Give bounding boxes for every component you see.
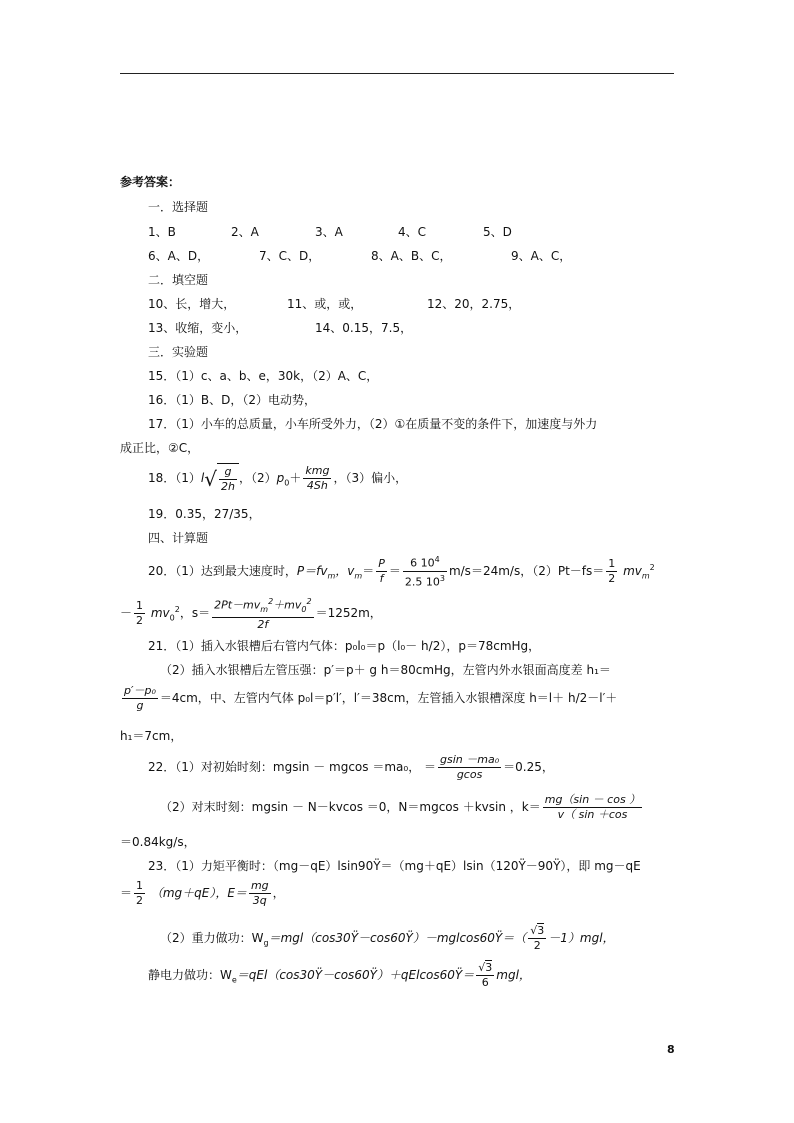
fraction [543, 793, 642, 822]
fraction-denominator: g [136, 699, 144, 712]
fraction [403, 553, 447, 589]
section-calculation: 四、计算题 [148, 531, 209, 545]
fill-answer: 12、20，2.75， [427, 297, 521, 311]
exponent: 4 [434, 555, 440, 565]
fraction-denominator [403, 572, 447, 590]
answer-20-line-1: 20．（1）达到最大速度时，$P=fv_m$，$v_m=$ $\frac{P}{f}$ ＝ $\frac{6 10^4}{2.5 10^3}$ m/s＝24m/s，（2）Pt－fs＝ $\frac{1}{2}$ $mv_m^2$ [148, 555, 655, 589]
answer-heading: 参考答案： [120, 175, 181, 189]
answer-17-line-1: 17．（1）小车的总质量，小车所受外力，（2）①在质量不变的条件下，加速度与外力 [148, 417, 598, 431]
q18-suffix: ，（3）偏小， [333, 471, 408, 485]
mc-answer: 4、C [398, 225, 427, 239]
answer-21-line-3 [120, 683, 617, 713]
answer-20-line-2: － $\frac{1}{2}$ $mv_0^2$，s＝ $\frac{2Pt-mv_m^2+mv_0^2}{2f}$ ＝1252m， [120, 597, 382, 631]
fraction [212, 595, 313, 632]
sqrt-body [217, 463, 239, 494]
answer-23-line-4 [148, 960, 531, 995]
fraction [376, 557, 387, 586]
fraction-denominator: 6 [481, 976, 489, 989]
radicand: 3 [485, 961, 493, 974]
fraction-numerator: mg（sin － cos ） [544, 793, 641, 806]
mc-answer: 5、D [483, 225, 512, 239]
q18-p0: p [276, 471, 285, 485]
header-rule [120, 73, 674, 74]
q20-text: ，s＝ [179, 606, 211, 620]
fraction-numerator [403, 553, 447, 572]
fraction-denominator: v（ sin ＋cos [557, 808, 628, 821]
fraction-denominator: 2 [136, 614, 144, 627]
q23-text: －1）mgl， [548, 931, 615, 945]
fraction-numerator: P [378, 557, 385, 570]
q20-eq: ＝ [388, 564, 401, 578]
q20-eq: ＝ [362, 564, 375, 578]
fraction [606, 557, 617, 586]
answer-16: 16．（1）B、D，（2）电动势， [148, 393, 317, 407]
subscript: e [231, 975, 237, 985]
fraction-numerator: gsin －ma₀ [440, 753, 500, 766]
fraction-numerator: p′－p₀ [124, 684, 156, 697]
mc-answer: 3、A [315, 225, 343, 239]
q22-text: （2）对末时刻：mgsin － N－kvcos ＝0，N＝mgcos ＋kvsin ，k＝ [160, 800, 541, 814]
fraction-numerator: 1 [136, 879, 144, 892]
fraction-numerator: $2Pt-mv_m^2+mv_0^2$ [212, 595, 313, 618]
q20-text: － [120, 606, 133, 620]
fraction [528, 924, 546, 953]
q23-text: ＝mgl（cos30Ÿ－cos60Ÿ）－mglcos60Ÿ＝（ [268, 931, 527, 945]
q23-text: ， [272, 886, 285, 900]
fraction-denominator: gcos [456, 768, 483, 781]
answer-23-line-2 [120, 878, 285, 908]
q20-eq: P＝fv [296, 564, 328, 578]
fraction-denominator: 4Sh [306, 479, 328, 492]
answer-23-line-1: 23．（1）力矩平衡时：（mg－qE）lsin90Ÿ＝（mg＋qE）lsin（120Ÿ－90Ÿ），即 mg－qE [148, 859, 641, 873]
mc-answer: 7、C、D， [259, 249, 321, 263]
mc-answer: 6、A、D， [148, 249, 210, 263]
fraction [249, 879, 271, 908]
mc-answer: 2、A [231, 225, 259, 239]
fraction-denominator: 2 [136, 894, 144, 907]
answer-22-line-1 [148, 752, 554, 782]
fraction-numerator: 1 [608, 557, 616, 570]
fill-answer: 13、收缩，变小， [148, 321, 248, 335]
answer-19: 19．0.35，27/35， [148, 507, 261, 521]
fraction-text: 6 10 [410, 557, 435, 570]
fraction [134, 599, 145, 628]
fraction [438, 753, 501, 782]
mc-answer: 8、A、B、C， [371, 249, 452, 263]
answer-22-line-2 [160, 792, 644, 822]
q18-mid: ，（2） [238, 471, 277, 485]
fraction-text: ＋mv [273, 598, 302, 612]
section-fill: 二．填空题 [148, 273, 209, 287]
fraction-text: 2Pt－mv [214, 598, 261, 612]
q20-text: mv [623, 564, 642, 578]
q23-text: （2）重力做功：W [160, 931, 264, 945]
radicand: 3 [537, 924, 545, 937]
fraction-denominator: 2h [221, 480, 235, 493]
answer-15: 15．（1）c、a、b、e，30k，（2）A、C， [148, 369, 379, 383]
fraction-denominator: 2 [533, 939, 541, 952]
fraction [122, 684, 158, 713]
fraction-numerator: √3 [530, 924, 545, 937]
answer-23-line-3 [160, 923, 615, 958]
fraction-numerator: kmg [305, 464, 330, 477]
fraction [303, 464, 331, 493]
answer-21-line-4: h₁＝7cm， [120, 729, 183, 743]
answer-17-line-2: 成正比，②C， [120, 441, 200, 455]
fraction [219, 465, 237, 494]
q18-prefix: 18．（1） [148, 471, 201, 485]
radical-sign: √ [204, 466, 217, 491]
q23-text: ＝ [120, 886, 133, 900]
fraction [476, 961, 494, 990]
page-number: 8 [667, 1043, 675, 1056]
fraction-numerator: 1 [136, 599, 144, 612]
q20-prefix: 20．（1）达到最大速度时， [148, 564, 297, 578]
fraction-numerator: g [219, 465, 237, 480]
fraction-text: 2.5 10 [404, 575, 440, 589]
mc-answer: 1、B [148, 225, 176, 239]
fill-answer: 10、长，增大， [148, 297, 236, 311]
q20-text: m/s＝24m/s，（2）Pt－fs＝ [448, 564, 605, 578]
fill-answer: 14、0.15，7.5， [315, 321, 413, 335]
answer-21-line-2: （2）插入水银槽后左管压强：p′＝p＋ g h＝80cmHg，左管内外水银面高度差 h₁＝ [160, 663, 611, 677]
fill-answer: 11、或，或， [287, 297, 363, 311]
mc-answer: 9、A、C， [511, 249, 572, 263]
answer-21-line-1: 21．（1）插入水银槽后右管内气体：p₀l₀＝p（l₀－ h/2），p＝78cmHg， [148, 639, 541, 653]
section-experiment: 三．实验题 [148, 345, 209, 359]
q22-text: ＝0.25， [503, 760, 554, 774]
fraction-denominator: f [379, 572, 384, 585]
answer-22-line-3: ＝0.84kg/s， [120, 835, 196, 849]
fraction-numerator: mg [250, 879, 269, 892]
q22-text: 22．（1）对初始时刻：mgsin － mgcos ＝ma₀， ＝ [148, 760, 437, 774]
fraction-denominator: 2 [608, 572, 616, 585]
q18-plus: ＋ [289, 471, 302, 485]
q23-text: 静电力做功：W [148, 968, 232, 982]
section-choice: 一．选择题 [148, 200, 209, 214]
answer-18: 18．（1）l√ $\frac{g}{2h}$ ，$(2)p_0+$ $\frac{\text{kmg}}{4Sh}$ ，（3）偏小， [148, 464, 408, 493]
q23-text: （mg＋qE），E＝ [150, 886, 247, 900]
fraction-denominator: 2f [257, 617, 269, 631]
q20-eq: ，v [335, 564, 355, 578]
exponent: 3 [439, 574, 445, 583]
q18-l: l [200, 471, 205, 485]
subscript: g [263, 938, 269, 948]
fraction-denominator: 3q [252, 894, 267, 907]
fraction [134, 879, 145, 908]
q23-text: mgl， [496, 968, 531, 982]
q23-text: ＝qEl（cos30Ÿ－cos60Ÿ）＋qElcos60Ÿ＝ [236, 968, 475, 982]
q21-text: ＝4cm，中、左管内气体 p₀l＝p′l′，l′＝38cm，左管插入水银槽深度 h＝l＋ h/2－l′＋ [159, 691, 618, 705]
q20-text: mv [150, 606, 170, 620]
q20-result: ＝1252m， [315, 606, 382, 620]
sqrt-expression [204, 463, 239, 494]
fraction-numerator: √3 [478, 961, 493, 974]
